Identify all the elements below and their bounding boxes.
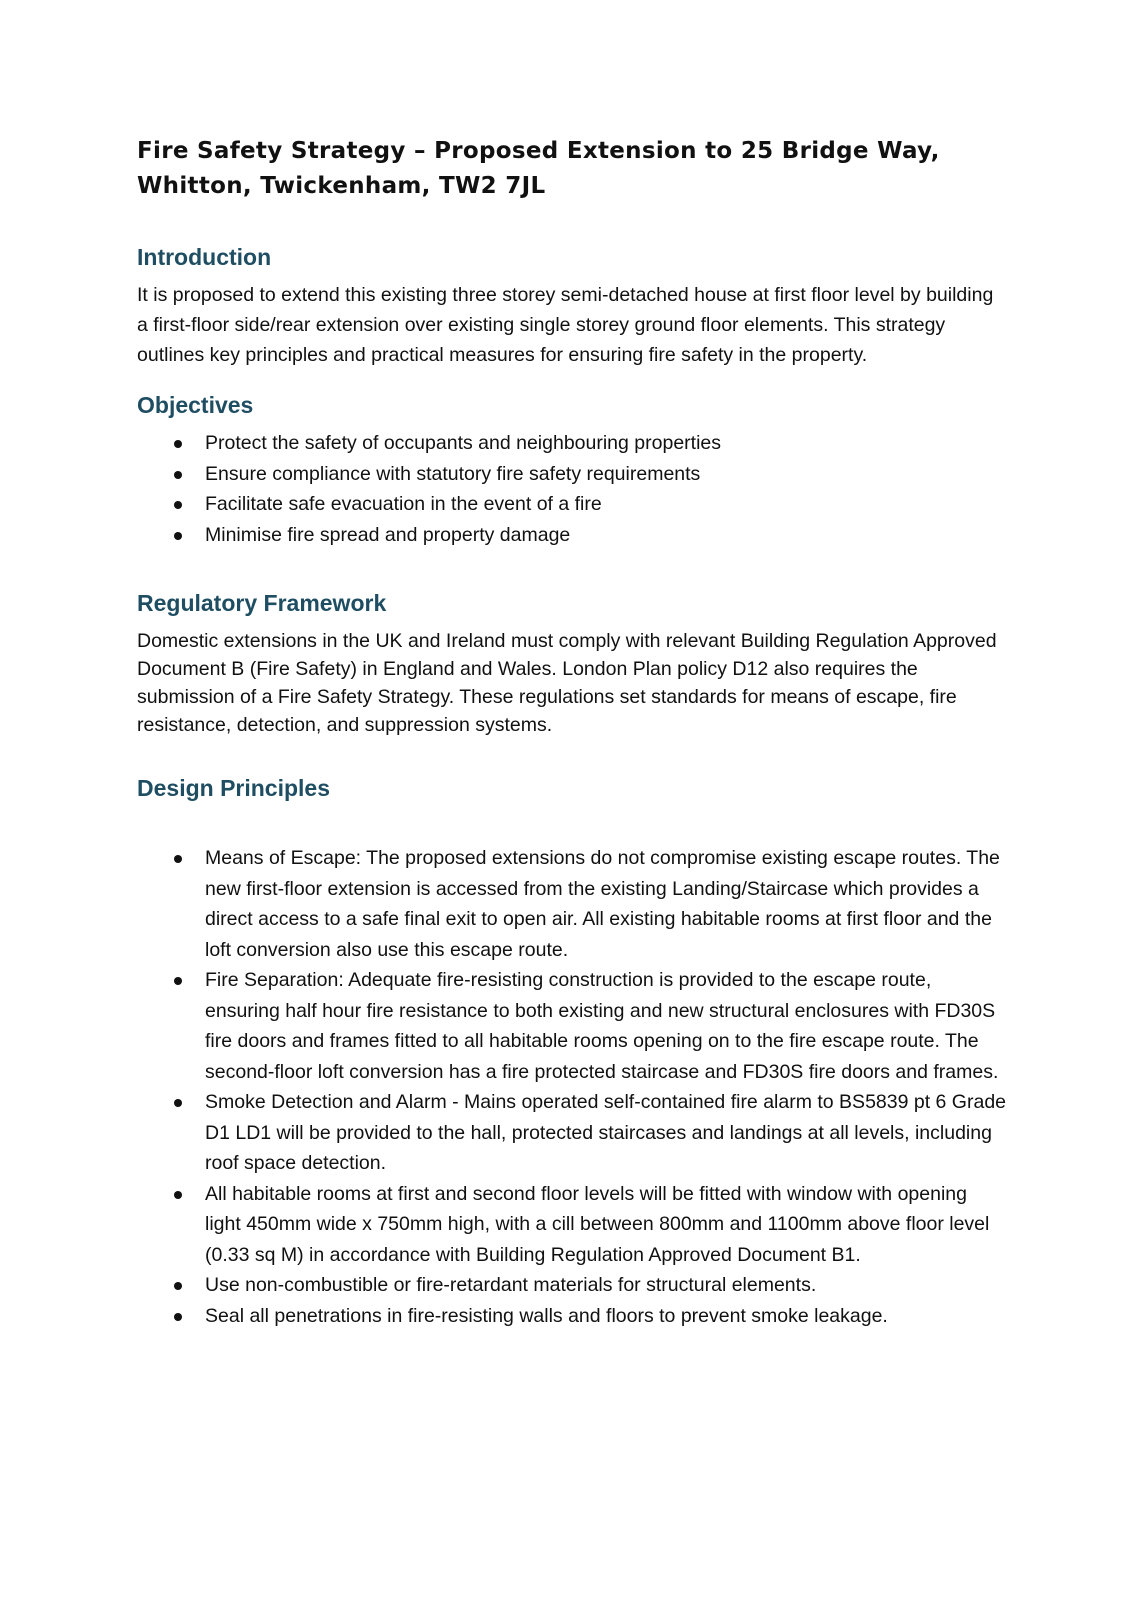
regulatory-paragraph: Domestic extensions in the UK and Ireland must comply with relevant Building Regulation Approved Document B (Fire Safety) in England and Wales. London Plan policy D12 also requires the submission of a Fire Safety Strategy. These regulations set standards for means of escape, fire resistance, detection, and suppression systems.	[137, 630, 997, 736]
bullet-icon	[174, 1282, 182, 1290]
list-item	[137, 459, 1007, 490]
objectives-list	[137, 428, 1007, 550]
list-item-text: Protect the safety of occupants and neighbouring properties	[205, 432, 721, 454]
introduction-heading: Introduction	[137, 244, 272, 270]
bullet-icon	[174, 1191, 182, 1199]
list-item-text: Means of Escape: The proposed extensions do not compromise existing escape routes. The new first-floor extension is accessed from the existing Landing/Staircase which provides a direct access to a safe final exit to open air. All existing habitable rooms at first floor and the loft conversion also use this escape route.	[205, 847, 1000, 961]
list-item-text: Smoke Detection and Alarm - Mains operated self-contained fire alarm to BS5839 pt 6 Grade D1 LD1 will be provided to the hall, protected staircases and landings at all levels, including roof space detection.	[205, 1091, 1007, 1174]
document-title: Fire Safety Strategy – Proposed Extension to 25 Bridge Way, Whitton, Twickenham, TW2 7JL	[137, 138, 940, 199]
bullet-icon	[174, 471, 182, 479]
list-item-text: Facilitate safe evacuation in the event of a fire	[205, 493, 602, 515]
bullet-icon	[174, 440, 182, 448]
list-item-text: Use non-combustible or fire-retardant materials for structural elements.	[205, 1274, 817, 1296]
list-item	[137, 1179, 1007, 1271]
list-item	[137, 428, 1007, 459]
document-page	[137, 134, 1007, 1331]
design-principles-heading: Design Principles	[137, 775, 331, 801]
list-item	[137, 1270, 1007, 1301]
list-item-text: Minimise fire spread and property damage	[205, 523, 571, 546]
bullet-icon	[174, 977, 182, 985]
bullet-icon	[174, 855, 182, 863]
bullet-icon	[174, 1313, 182, 1321]
list-item	[137, 520, 1007, 551]
list-item-text: All habitable rooms at first and second floor levels will be fitted with window with opening light 450mm wide x 750mm high, with a cill between 800mm and 1100mm above floor level (0.33 sq M) in accordance with Building Regulation Approved Document B1.	[205, 1182, 990, 1266]
introduction-paragraph: It is proposed to extend this existing three storey semi-detached house at first floor level by building a first-floor side/rear extension over existing single storey ground floor elements. This strategy outlines key principles and practical measures for ensuring fire safety in the property.	[137, 284, 994, 366]
regulatory-heading: Regulatory Framework	[137, 590, 387, 616]
bullet-icon	[174, 532, 182, 540]
objectives-heading: Objectives	[137, 392, 254, 418]
list-item-text: Fire Separation: Adequate fire-resisting construction is provided to the escape route, ensuring half hour fire resistance to both existing and new structural enclosures with FD30S fire doors and frames fitted to all habitable rooms opening on to the fire escape route. The second-floor loft conversion has a fire protected staircase and FD30S fire doors and frames.	[205, 969, 999, 1083]
bullet-icon	[174, 1099, 182, 1107]
list-item-text: Ensure compliance with statutory fire safety requirements	[205, 462, 701, 485]
list-item	[137, 1301, 1007, 1332]
design-principles-list	[137, 843, 1007, 1331]
list-item	[137, 965, 1007, 1087]
list-item	[137, 843, 1007, 965]
list-item-text: Seal all penetrations in fire-resisting walls and floors to prevent smoke leakage.	[205, 1304, 888, 1327]
list-item	[137, 489, 1007, 520]
bullet-icon	[174, 501, 182, 509]
list-item	[137, 1087, 1007, 1179]
